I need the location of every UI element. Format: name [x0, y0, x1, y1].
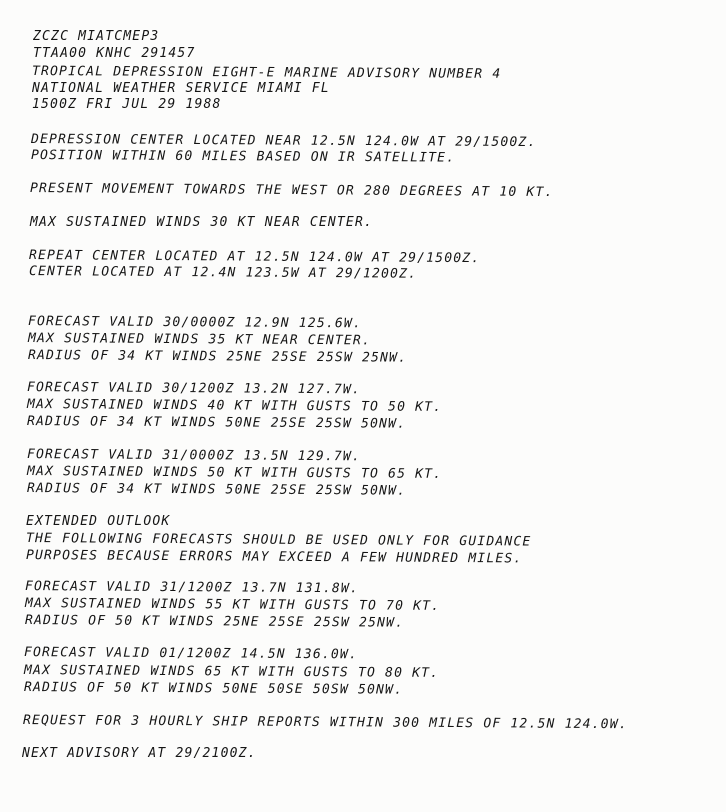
header-line: TROPICAL DEPRESSION EIGHT-E MARINE ADVISORY NUMBER 4 — [31, 64, 502, 82]
forecast-line: FORECAST VALID 30/1200Z 13.2N 127.7W. — [26, 380, 362, 398]
forecast-line: MAX SUSTAINED WINDS 50 KT WITH GUSTS TO 65 KT. — [26, 464, 443, 482]
repeat-line: CENTER LOCATED AT 12.4N 123.5W AT 29/1200Z. — [28, 264, 418, 282]
forecast-line: RADIUS OF 34 KT WINDS 50NE 25SE 25SW 50NW. — [26, 414, 407, 432]
center-line: POSITION WITHIN 60 MILES BASED ON IR SATELLITE. — [30, 148, 456, 166]
header-line: NATIONAL WEATHER SERVICE MIAMI FL — [32, 81, 330, 96]
header-line: ZCZC MIATCMEP3 — [33, 29, 160, 44]
movement-line: PRESENT MOVEMENT TOWARDS THE WEST OR 280 DEGREES AT 10 KT. — [29, 181, 554, 201]
forecast-line: FORECAST VALID 31/0000Z 13.5N 129.7W. — [26, 447, 362, 465]
max-winds-line: MAX SUSTAINED WINDS 30 KT NEAR CENTER. — [30, 215, 374, 230]
extended-forecast-line: RADIUS OF 50 KT WINDS 50NE 50SE 50SW 50NW. — [23, 680, 404, 698]
extended-forecast-line: RADIUS OF 50 KT WINDS 25NE 25SE 25SW 25NW. — [24, 613, 405, 631]
forecast-line: MAX SUSTAINED WINDS 40 KT WITH GUSTS TO 50 KT. — [26, 397, 443, 415]
forecast-line: FORECAST VALID 30/0000Z 12.9N 125.6W. — [27, 314, 363, 332]
header-line: 1500Z FRI JUL 29 1988 — [32, 97, 222, 112]
extended-forecast-line: FORECAST VALID 31/1200Z 13.7N 131.8W. — [24, 579, 360, 597]
forecast-line: RADIUS OF 34 KT WINDS 25NE 25SE 25SW 25NW. — [27, 348, 408, 366]
next-advisory-line: NEXT ADVISORY AT 29/2100Z. — [22, 746, 257, 761]
forecast-line: MAX SUSTAINED WINDS 35 KT NEAR CENTER. — [27, 331, 372, 349]
header-line: TTAA00 KNHC 291457 — [33, 46, 196, 61]
outlook-line: THE FOLLOWING FORECASTS SHOULD BE USED ONLY FOR GUIDANCE — [25, 531, 532, 550]
repeat-line: REPEAT CENTER LOCATED AT 12.5N 124.0W AT 29/1500Z. — [28, 248, 481, 267]
extended-forecast-line: MAX SUSTAINED WINDS 65 KT WITH GUSTS TO 80 KT. — [23, 663, 440, 681]
extended-forecast-line: MAX SUSTAINED WINDS 55 KT WITH GUSTS TO 70 KT. — [24, 596, 441, 614]
outlook-line: PURPOSES BECAUSE ERRORS MAY EXCEED A FEW HUNDRED MILES. — [25, 548, 523, 567]
extended-forecast-line: FORECAST VALID 01/1200Z 14.5N 136.0W. — [23, 645, 359, 663]
outlook-line: EXTENDED OUTLOOK — [26, 514, 171, 529]
center-line: DEPRESSION CENTER LOCATED NEAR 12.5N 124.0W AT 29/1500Z. — [30, 132, 537, 151]
forecast-line: RADIUS OF 34 KT WINDS 50NE 25SE 25SW 50NW. — [26, 481, 407, 499]
request-line: REQUEST FOR 3 HOURLY SHIP REPORTS WITHIN 300 MILES OF 12.5N 124.0W. — [22, 713, 628, 733]
